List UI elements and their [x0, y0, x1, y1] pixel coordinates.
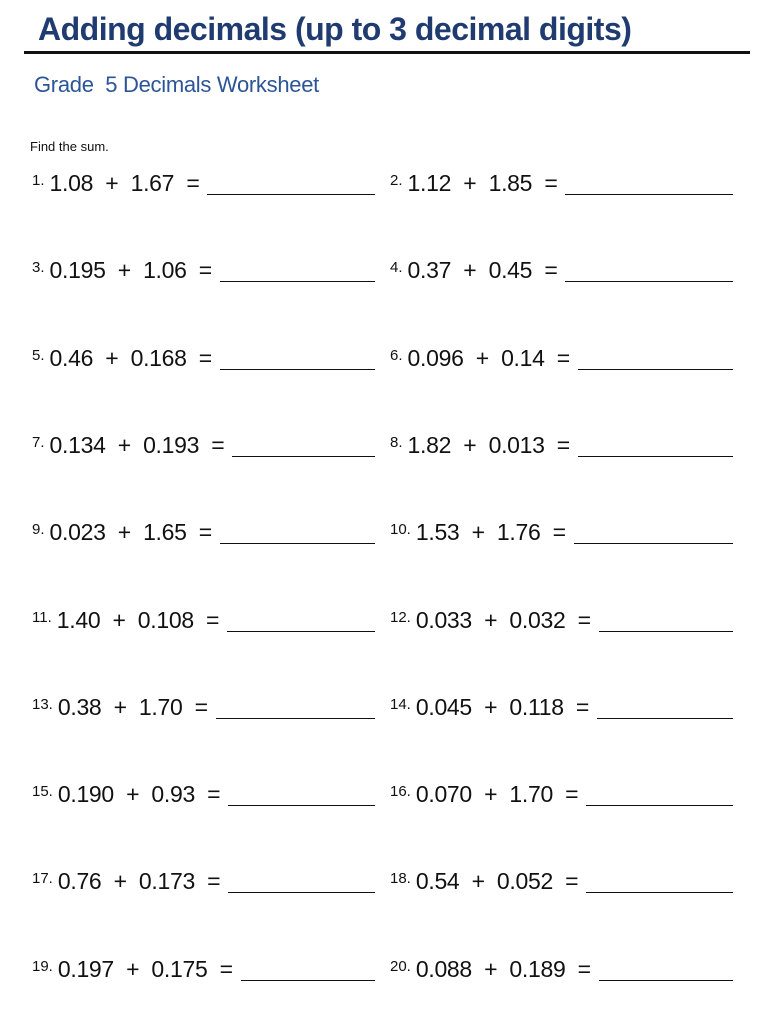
- problem-expression: 0.37 + 0.45 =: [407, 257, 558, 284]
- problem-expression: 0.033 + 0.032 =: [415, 606, 591, 633]
- answer-blank[interactable]: [599, 979, 733, 981]
- problem-item: [390, 694, 733, 721]
- problem-expression: 1.40 + 0.108 =: [56, 606, 220, 633]
- problem-number: 11.: [32, 608, 52, 626]
- problem-number: 17.: [32, 870, 53, 888]
- problem-number: 5.: [32, 346, 45, 364]
- worksheet-subtitle: Grade 5 Decimals Worksheet: [34, 72, 319, 97]
- problem-expression: 1.12 + 1.85 =: [407, 170, 558, 196]
- answer-blank[interactable]: [232, 455, 375, 457]
- answer-blank[interactable]: [228, 891, 375, 893]
- problem-item: [32, 607, 375, 634]
- problem-item: [32, 956, 375, 983]
- answer-blank[interactable]: [597, 717, 733, 719]
- problem-number: 2.: [390, 172, 403, 189]
- problem-number: 18.: [390, 870, 411, 888]
- problem-expression: 0.46 + 0.168 =: [49, 344, 212, 371]
- instructions: Find the sum.: [30, 139, 109, 154]
- problem-number: 4.: [390, 259, 403, 277]
- problem-item: [390, 607, 733, 634]
- problem-expression: 0.023 + 1.65 =: [49, 519, 212, 546]
- problem-expression: 0.195 + 1.06 =: [49, 257, 212, 284]
- problem-number: 1.: [32, 172, 45, 189]
- problem-number: 6.: [390, 346, 403, 364]
- problem-item: [32, 345, 375, 372]
- answer-blank[interactable]: [586, 804, 733, 806]
- problem-item: [32, 694, 375, 721]
- answer-blank[interactable]: [220, 542, 375, 544]
- answer-blank[interactable]: [578, 368, 733, 370]
- answer-blank[interactable]: [216, 717, 375, 719]
- problem-item: [390, 170, 733, 197]
- answer-blank[interactable]: [220, 368, 375, 370]
- answer-blank[interactable]: [565, 193, 733, 195]
- problem-expression: 1.53 + 1.76 =: [415, 519, 566, 546]
- problem-number: 7.: [32, 433, 45, 451]
- problem-item: [390, 956, 733, 983]
- problem-expression: 0.54 + 0.052 =: [415, 868, 579, 895]
- problem-expression: 0.197 + 0.175 =: [57, 955, 233, 982]
- answer-blank[interactable]: [586, 891, 733, 893]
- answer-blank[interactable]: [574, 542, 733, 544]
- problem-number: 16.: [390, 783, 411, 801]
- problem-expression: 0.070 + 1.70 =: [415, 781, 579, 808]
- problem-number: 10.: [390, 521, 411, 539]
- problem-number: 14.: [390, 695, 411, 713]
- problem-number: 19.: [32, 957, 53, 975]
- problem-expression: 0.045 + 0.118 =: [415, 693, 590, 720]
- problem-expression: 1.82 + 0.013 =: [407, 431, 570, 458]
- problem-item: [390, 432, 733, 459]
- problem-item: [32, 432, 375, 459]
- problem-item: [32, 257, 375, 284]
- problem-item: [32, 519, 375, 546]
- answer-blank[interactable]: [220, 280, 375, 282]
- problem-expression: 0.134 + 0.193 =: [49, 431, 225, 458]
- problem-expression: 1.08 + 1.67 =: [49, 170, 200, 196]
- problem-item: [390, 519, 733, 546]
- answer-blank[interactable]: [578, 455, 733, 457]
- problem-expression: 0.096 + 0.14 =: [407, 344, 570, 371]
- problem-number: 3.: [32, 259, 45, 277]
- problem-number: 20.: [390, 957, 411, 975]
- problem-item: [390, 781, 733, 808]
- problem-item: [390, 345, 733, 372]
- problem-number: 15.: [32, 783, 53, 801]
- problem-expression: 0.190 + 0.93 =: [57, 781, 221, 808]
- problem-item: [32, 868, 375, 895]
- problem-number: 12.: [390, 608, 411, 626]
- worksheet-title: Adding decimals (up to 3 decimal digits): [38, 11, 632, 47]
- problem-item: [32, 781, 375, 808]
- answer-blank[interactable]: [227, 630, 375, 632]
- problem-number: 13.: [32, 695, 53, 713]
- problem-expression: 0.76 + 0.173 =: [57, 868, 221, 895]
- problem-expression: 0.38 + 1.70 =: [57, 693, 208, 720]
- answer-blank[interactable]: [241, 979, 375, 981]
- answer-blank[interactable]: [565, 280, 733, 282]
- problem-item: [390, 868, 733, 895]
- answer-blank[interactable]: [599, 630, 733, 632]
- answer-blank[interactable]: [228, 804, 375, 806]
- problem-item: [32, 170, 375, 197]
- problem-number: 9.: [32, 521, 45, 539]
- problem-number: 8.: [390, 433, 403, 451]
- problem-expression: 0.088 + 0.189 =: [415, 955, 591, 982]
- answer-blank[interactable]: [207, 193, 375, 195]
- problem-item: [390, 257, 733, 284]
